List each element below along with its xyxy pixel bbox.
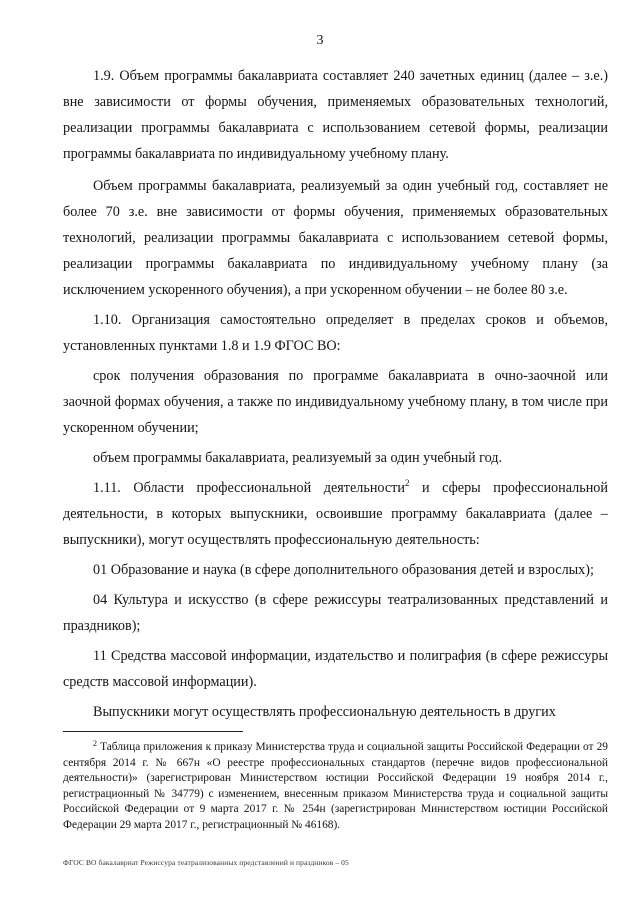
paragraph-area-01: 01 Образование и наука (в сфере дополнительного образования детей и взрослых);: [93, 562, 594, 578]
footnote-text: Таблица приложения к приказу Министерства труда и социальной защиты Российской Федерации от 29 сентября 2014 г. № 667н «О реестре профессиональных стандартов (перечне видов профессиональной деятельности)» (зарегистрирован Министерством юстиции Российской Федерации 19 ноября 2014 г., регистрационный № 34779) с изменением, внесенным приказом Министерства труда и социальной защиты Российской Федерации от 9 марта 2017 г. № 254н (зарегистрирован Министерством юстиции Российской Федерации 29 марта 2017 г., регистрационный № 46168).: [63, 741, 608, 831]
paragraph-area-04: 04 Культура и искусство (в сфере режиссуры театрализованных представлений и праздников);: [63, 592, 608, 634]
paragraph-1-11-start: 1.11. Области профессиональной деятельности: [93, 480, 405, 496]
paragraph-study-period: срок получения образования по программе бакалавриата в очно-заочной или заочной формах обучения, а также по индивидуальному учебному плану, в том числе при ускоренном обучении;: [63, 368, 608, 436]
footnote: [63, 740, 608, 834]
paragraph-1-11-end: и сферы профессиональной деятельности, в которых выпускники, освоившие программу бакалавриата (далее – выпускники), могут осуществлять профессиональную деятельность:: [63, 480, 608, 548]
footnote-marker: 2: [93, 739, 97, 748]
paragraph-1-11: [63, 475, 608, 553]
paragraph-1-9: 1.9. Объем программы бакалавриата составляет 240 зачетных единиц (далее – з.е.) вне зависимости от формы обучения, применяемых образовательных технологий, реализации программы бакалавриата с использованием сетевой формы, реализации программы бакалавриата по индивидуальному учебному плану.: [63, 68, 608, 162]
paragraph-annual-volume: Объем программы бакалавриата, реализуемый за один учебный год, составляет не более 70 з.е. вне зависимости от формы обучения, применяемых образовательных технологий, реализации программы бакалавриата с использованием сетевой формы, реализации программы бакалавриата по индивидуальному учебному плану (за исключением ускоренного обучения), а при ускоренном обучении – не более 80 з.е.: [63, 178, 608, 298]
document-body: [63, 63, 608, 729]
paragraph-1-10: 1.10. Организация самостоятельно определяет в пределах сроков и объемов, установленных пунктами 1.8 и 1.9 ФГОС ВО:: [63, 312, 608, 354]
document-footer: ФГОС ВО бакалавриат Режиссура театрализованных представлений и праздников – 05: [63, 858, 349, 867]
paragraph-graduates: Выпускники могут осуществлять профессиональную деятельность в других: [93, 704, 556, 720]
footnote-reference: 2: [404, 478, 410, 488]
page-number: 3: [316, 33, 324, 48]
paragraph-area-11: 11 Средства массовой информации, издательство и полиграфия (в сфере режиссуры средств массовой информации).: [63, 648, 608, 690]
paragraph-annual-scope: объем программы бакалавриата, реализуемый за один учебный год.: [93, 450, 503, 466]
footnote-2: [63, 740, 608, 834]
footnote-divider: [63, 731, 243, 732]
